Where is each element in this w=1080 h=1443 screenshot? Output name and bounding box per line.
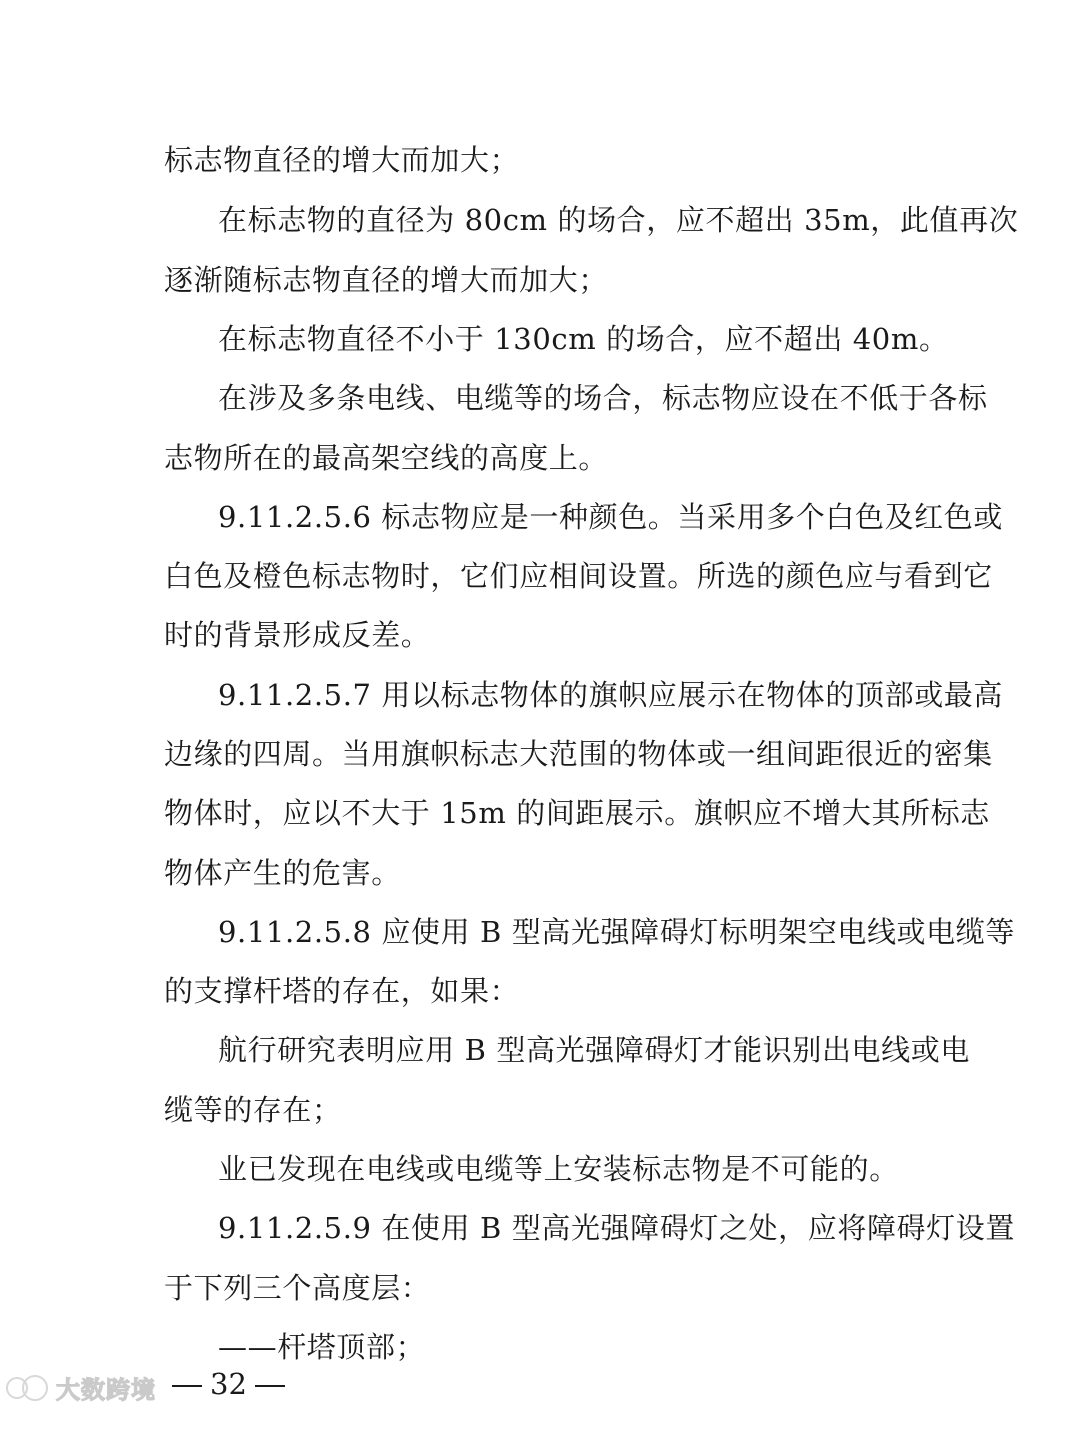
paragraph-line: 业已发现在电线或电缆等上安装标志物是不可能的。 [218, 1152, 899, 1186]
paragraph-line: 物体时，应以不大于 15m 的间距展示。旗帜应不增大其所标志 [164, 796, 990, 830]
clause-line: 9.11.2.5.9 在使用 B 型高光强障碍灯之处，应将障碍灯设置 [218, 1211, 1015, 1245]
paragraph-line: 白色及橙色标志物时，它们应相间设置。所选的颜色应与看到它 [164, 559, 993, 593]
list-item: ——杆塔顶部； [218, 1330, 426, 1364]
watermark [6, 1370, 156, 1405]
watermark-text: 大数跨境 [56, 1376, 156, 1404]
paragraph-line: 边缘的四周。当用旗帜标志大范围的物体或一组间距很近的密集 [164, 737, 993, 771]
page-number: 32 [210, 1367, 247, 1401]
paragraph-line: 在标志物直径不小于 130cm 的场合，应不超出 40m。 [218, 322, 949, 356]
paragraph-line: 缆等的存在； [164, 1093, 342, 1127]
paragraph-line: 物体产生的危害。 [164, 856, 401, 890]
paragraph-line: 逐渐随标志物直径的增大而加大； [164, 263, 609, 297]
paragraph-line: 在标志物的直径为 80cm 的场合，应不超出 35m，此值再次 [218, 203, 1019, 237]
paragraph-line: 于下列三个高度层： [164, 1271, 431, 1305]
paragraph-line: 的支撑杆塔的存在，如果： [164, 974, 520, 1008]
paragraph-line: 航行研究表明应用 B 型高光强障碍灯才能识别出电线或电 [218, 1033, 970, 1067]
paragraph-line: 标志物直径的增大而加大； [164, 143, 520, 177]
footer-dash-left [172, 1385, 202, 1387]
page-footer [164, 1366, 293, 1402]
clause-line: 9.11.2.5.7 用以标志物体的旗帜应展示在物体的顶部或最高 [218, 678, 1003, 712]
watermark-logo-icon [6, 1373, 50, 1403]
clause-line: 9.11.2.5.8 应使用 B 型高光强障碍灯标明架空电线或电缆等 [218, 915, 1015, 949]
paragraph-line: 志物所在的最高架空线的高度上。 [164, 441, 609, 475]
paragraph-line: 在涉及多条电线、电缆等的场合，标志物应设在不低于各标 [218, 381, 988, 415]
paragraph-line: 时的背景形成反差。 [164, 618, 431, 652]
footer-dash-right [255, 1385, 285, 1387]
clause-line: 9.11.2.5.6 标志物应是一种颜色。当采用多个白色及红色或 [218, 500, 1003, 534]
